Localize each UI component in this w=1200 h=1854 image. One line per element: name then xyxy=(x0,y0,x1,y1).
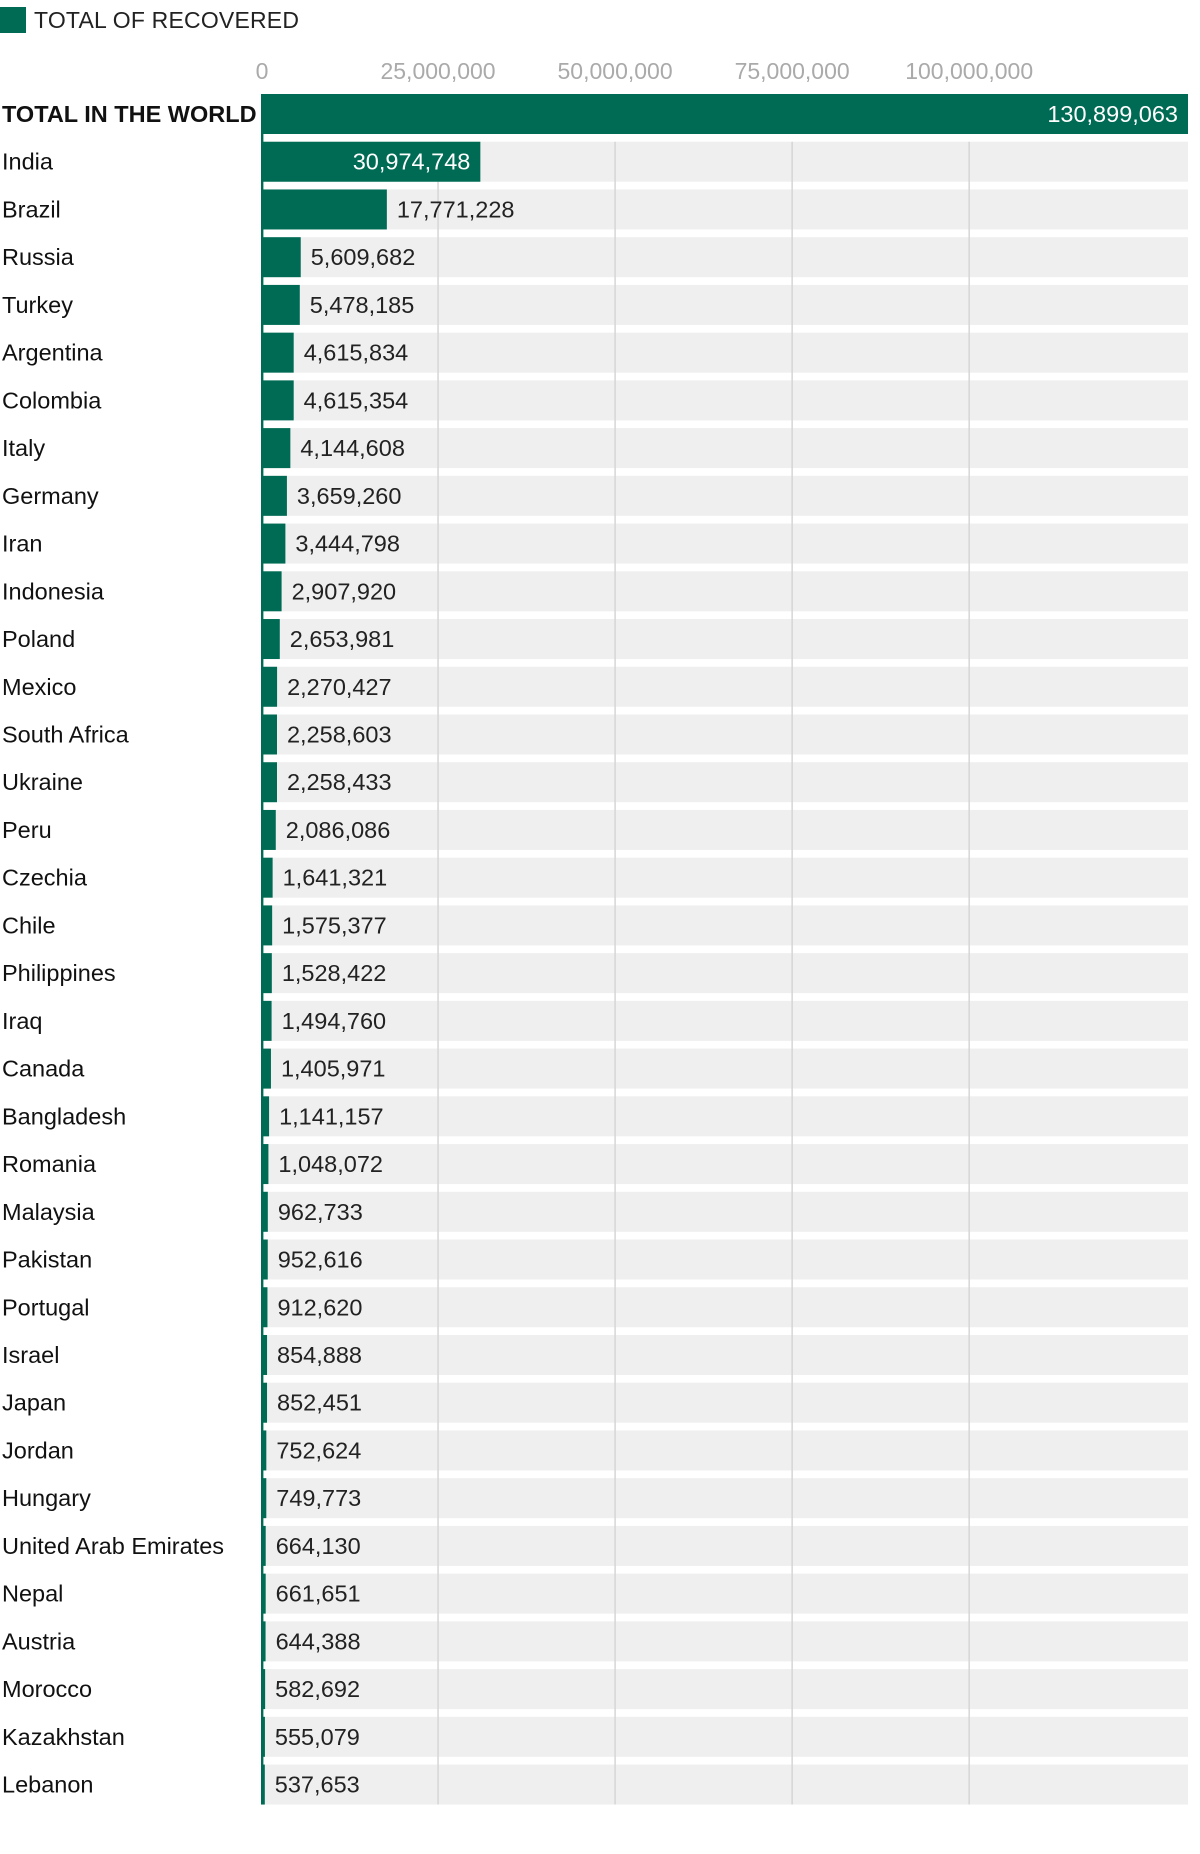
row-track xyxy=(261,1621,1188,1661)
category-label: Ukraine xyxy=(2,769,83,796)
bar xyxy=(261,333,294,373)
category-label: Nepal xyxy=(2,1580,64,1607)
row-track xyxy=(261,714,1188,754)
row-track xyxy=(261,619,1188,659)
value-label: 2,086,086 xyxy=(285,816,391,843)
row-track xyxy=(261,1669,1188,1709)
value-label: 1,141,157 xyxy=(279,1103,384,1130)
row-track xyxy=(261,571,1188,611)
category-label: Lebanon xyxy=(2,1771,94,1798)
bar xyxy=(261,1478,266,1518)
bar xyxy=(261,1335,267,1375)
category-label: Japan xyxy=(2,1389,67,1416)
category-label: Kazakhstan xyxy=(2,1723,125,1750)
value-label: 1,528,422 xyxy=(281,960,387,987)
bar xyxy=(261,762,277,802)
category-label: Germany xyxy=(2,482,99,509)
category-label: Hungary xyxy=(2,1485,91,1512)
value-label: 912,620 xyxy=(277,1294,363,1321)
bar xyxy=(261,1144,268,1184)
bar xyxy=(261,1526,266,1566)
category-label: Brazil xyxy=(2,196,61,223)
value-label: 854,888 xyxy=(277,1341,363,1368)
category-label: Italy xyxy=(2,435,46,462)
category-label: Austria xyxy=(2,1628,76,1655)
bar xyxy=(261,1669,265,1709)
bar xyxy=(261,524,285,564)
value-label: 2,258,433 xyxy=(286,769,392,796)
category-label: Bangladesh xyxy=(2,1103,127,1130)
row-track xyxy=(261,524,1188,564)
row-track xyxy=(261,1383,1188,1423)
value-label: 749,773 xyxy=(276,1485,362,1512)
value-label: 3,444,798 xyxy=(295,530,400,557)
value-label: 555,079 xyxy=(274,1723,360,1750)
value-label: 17,771,228 xyxy=(396,196,515,223)
bar xyxy=(261,189,387,229)
bar xyxy=(261,1049,271,1089)
category-label: Malaysia xyxy=(2,1198,95,1225)
row-track xyxy=(261,1144,1188,1184)
category-label: TOTAL IN THE WORLD xyxy=(2,101,257,127)
bar xyxy=(261,571,282,611)
x-tick-label: 100,000,000 xyxy=(905,58,1034,84)
bar xyxy=(261,1765,265,1805)
category-label: Indonesia xyxy=(2,578,104,605)
value-label: 752,624 xyxy=(276,1437,362,1464)
bar xyxy=(261,1383,267,1423)
bar xyxy=(261,380,294,420)
bar xyxy=(261,667,277,707)
value-label: 1,641,321 xyxy=(282,864,388,891)
row-track xyxy=(261,762,1188,802)
bar xyxy=(261,1192,268,1232)
legend-swatch xyxy=(0,7,26,33)
x-tick-label: 50,000,000 xyxy=(557,58,673,84)
value-label: 5,478,185 xyxy=(309,291,415,318)
x-tick-label: 75,000,000 xyxy=(734,58,850,84)
value-label: 5,609,682 xyxy=(310,244,416,271)
value-label: 130,899,063 xyxy=(1047,101,1178,127)
row-track xyxy=(261,1240,1188,1280)
value-label: 1,575,377 xyxy=(282,912,387,939)
category-label: Romania xyxy=(2,1151,97,1178)
category-label: Iran xyxy=(2,530,43,557)
value-label: 661,651 xyxy=(275,1580,361,1607)
category-label: Mexico xyxy=(2,673,77,700)
legend-label: TOTAL OF RECOVERED xyxy=(34,6,300,33)
bar xyxy=(261,714,277,754)
value-label: 2,258,603 xyxy=(286,721,392,748)
value-label: 664,130 xyxy=(275,1532,361,1559)
value-label: 4,615,354 xyxy=(303,387,409,414)
bar xyxy=(261,1287,267,1327)
value-label: 1,494,760 xyxy=(281,1007,387,1034)
value-label: 952,616 xyxy=(277,1246,363,1273)
value-label: 4,615,834 xyxy=(303,339,409,366)
row-track xyxy=(261,1574,1188,1614)
bar xyxy=(261,810,276,850)
category-label: Morocco xyxy=(2,1676,93,1703)
category-label: South Africa xyxy=(2,721,129,748)
x-tick-label: 0 xyxy=(255,58,269,84)
row-track xyxy=(261,953,1188,993)
category-label: Turkey xyxy=(2,291,73,318)
category-label: Philippines xyxy=(2,960,116,987)
value-label: 30,974,748 xyxy=(352,148,471,175)
bar xyxy=(261,953,272,993)
value-label: 1,405,971 xyxy=(280,1055,386,1082)
value-label: 2,270,427 xyxy=(287,673,392,700)
value-label: 4,144,608 xyxy=(300,435,405,462)
category-label: Israel xyxy=(2,1341,60,1368)
value-label: 537,653 xyxy=(274,1771,360,1798)
category-label: Colombia xyxy=(2,387,102,414)
category-label: Portugal xyxy=(2,1294,90,1321)
category-label: India xyxy=(2,148,53,175)
row-track xyxy=(261,1096,1188,1136)
category-label: Peru xyxy=(2,816,52,843)
bar xyxy=(261,237,301,277)
bar xyxy=(261,1240,268,1280)
category-label: Argentina xyxy=(2,339,103,366)
row-track xyxy=(261,1335,1188,1375)
row-track xyxy=(261,1526,1188,1566)
category-label: Czechia xyxy=(2,864,87,891)
row-track xyxy=(261,1430,1188,1470)
value-label: 644,388 xyxy=(275,1628,361,1655)
row-track xyxy=(261,1192,1188,1232)
bar xyxy=(261,1096,269,1136)
legend xyxy=(0,6,299,34)
bar xyxy=(261,428,290,468)
row-track xyxy=(261,1717,1188,1757)
value-label: 2,907,920 xyxy=(291,578,397,605)
bar xyxy=(261,1574,266,1614)
value-label: 852,451 xyxy=(277,1389,362,1416)
row-track xyxy=(261,1287,1188,1327)
value-label: 3,659,260 xyxy=(296,482,402,509)
category-label: Russia xyxy=(2,244,74,271)
category-label: Jordan xyxy=(2,1437,74,1464)
bar xyxy=(261,1717,265,1757)
row-track xyxy=(261,1001,1188,1041)
value-label: 1,048,072 xyxy=(278,1151,383,1178)
bar xyxy=(261,285,300,325)
category-label: Chile xyxy=(2,912,56,939)
bar xyxy=(261,619,280,659)
row-track xyxy=(261,667,1188,707)
row-track xyxy=(261,905,1188,945)
value-label: 582,692 xyxy=(275,1676,361,1703)
bar xyxy=(261,1430,266,1470)
value-label: 2,653,981 xyxy=(289,626,395,653)
bar xyxy=(261,1001,272,1041)
row-track xyxy=(261,1478,1188,1518)
category-label: Pakistan xyxy=(2,1246,93,1273)
category-label: Canada xyxy=(2,1055,85,1082)
bar xyxy=(261,1621,266,1661)
category-label: Iraq xyxy=(2,1007,43,1034)
category-label: United Arab Emirates xyxy=(2,1532,225,1559)
row-track xyxy=(261,810,1188,850)
bar xyxy=(261,905,272,945)
row-track xyxy=(261,1765,1188,1805)
row-track xyxy=(261,1049,1188,1089)
category-label: Poland xyxy=(2,626,76,653)
x-tick-label: 25,000,000 xyxy=(380,58,496,84)
bar xyxy=(261,476,287,516)
bar xyxy=(261,858,273,898)
value-label: 962,733 xyxy=(277,1198,363,1225)
row-track xyxy=(261,858,1188,898)
